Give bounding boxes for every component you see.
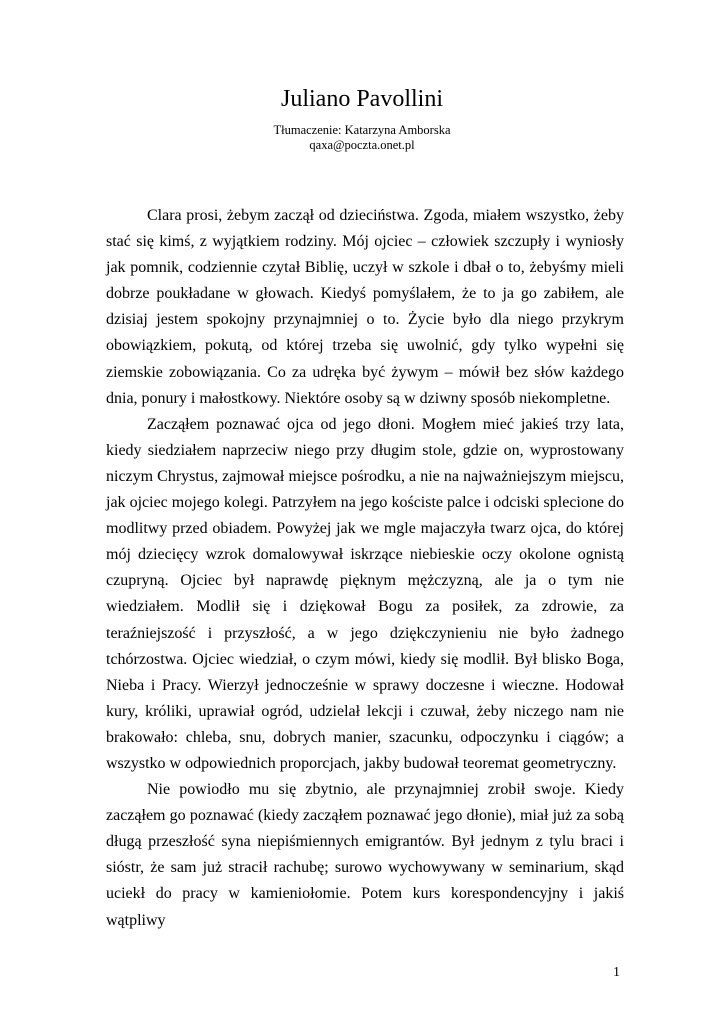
paragraph: Clara prosi, żebym zaczął od dzieciństwa. Zgoda, miałem wszystko, żeby stać się kimś, z wyjątkiem rodziny. Mój ojciec – człowiek szczupły i wyniosły jak pomnik, codziennie czytał Biblię, uczył w szkole i dbał o to, żebyśmy mieli dobrze poukładane w głowach. Kiedyś pomyślałem, że to ja go zabiłem, ale dzisiaj jestem spokojny przynajmniej o to. Życie było dla niego przykrym obowiązkiem, pokutą, od której trzeba się uwolnić, gdy tylko wypełni się ziemskie zobowiązania. Co za udręka być żywym – mówił bez słów każdego dnia, ponury i małostkowy. Niektóre osoby są w dziwny sposób niekompletne. bbox=[106, 207, 624, 407]
paragraph: Zacząłem poznawać ojca od jego dłoni. Mogłem mieć jakieś trzy lata, kiedy siedziałem naprzeciw niego przy długim stole, gdzie on, wyprostowany niczym Chrystus, zajmował miejsce pośrodku, a nie na najważniejszym miejscu, jak ojciec mojego kolegi. Patrzyłem na jego kościste palce i odciski splecione do modlitwy przed obiadem. Powyżej jak we mgle majaczyła twarz ojca, do której mój dziecięcy wzrok domalowywał iskrzące niebieskie oczy okolone ognistą czupryną. Ojciec był naprawdę pięknym mężczyzną, ale ja o tym nie wiedziałem. Modlił się i dziękował Bogu za posiłek, za zdrowie, za teraźniejszość i przyszłość, a w jego dziękczynieniu nie było żadnego tchórzostwa. Ojciec wiedział, o czym mówi, kiedy się modlił. Był blisko Boga, Nieba i Pracy. Wierzył jednocześnie w sprawy doczesne i wieczne. Hodował kury, króliki, uprawiał ogród, udzielał lekcji i czuwał, żeby niczego nam nie brakowało: chleba, snu, dobrych manier, szacunku, odpoczynku i ciągów; a wszystko w odpowiednich proporcjach, jakby budował teoremat geometryczny. bbox=[106, 415, 624, 772]
document-title: Juliano Pavollini bbox=[281, 86, 443, 112]
translator-credit: Tłumaczenie: Katarzyna Amborska bbox=[273, 123, 451, 137]
paragraph: Nie powiodło mu się zbytnio, ale przynajmniej zrobił swoje. Kiedy zacząłem go poznawać (kiedy zacząłem poznawać jego dłonie), miał już za sobą długą przeszłość syna niepiśmiennych emigrantów. Był jednym z tylu braci i sióstr, że sam już stracił rachubę; surowo wychowywany w seminarium, skąd uciekł do pracy w kamieniołomie. Potem kurs korespondencyjny i jakiś wątpliwy bbox=[106, 781, 624, 929]
translator-email: qaxa@poczta.onet.pl bbox=[309, 138, 415, 152]
page-number: 1 bbox=[613, 965, 620, 980]
body-text bbox=[106, 203, 624, 934]
